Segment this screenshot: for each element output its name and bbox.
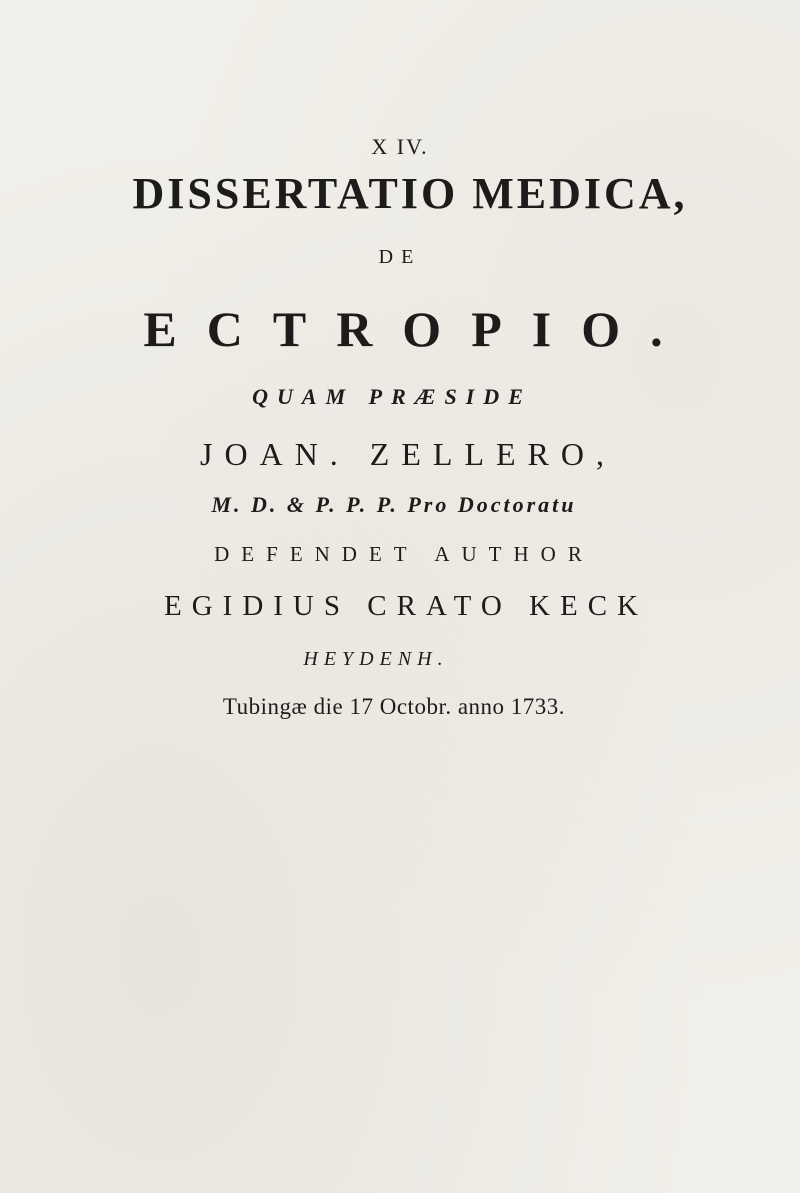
author-origin: HEYDENH. [303,648,449,670]
dissertation-subject: ECTROPIO. [143,301,693,357]
praeses-name: JOAN. ZELLERO, [200,436,616,472]
dissertation-title: DISSERTATIO MEDICA, [132,169,688,218]
dissertation-number: X IV. [371,134,429,159]
author-name: EGIDIUS CRATO KECK [164,590,648,622]
praeses-grade: M. D. & P. P. P. Pro Doctoratu [211,492,577,517]
date-line: Tubingæ die 17 Octobr. anno 1733. [222,694,566,719]
quam-praeside-line: QUAM PRÆSIDE [252,384,532,409]
defendet-author-line: DEFENDET AUTHOR [214,542,594,566]
title-preposition: DE [378,246,422,268]
